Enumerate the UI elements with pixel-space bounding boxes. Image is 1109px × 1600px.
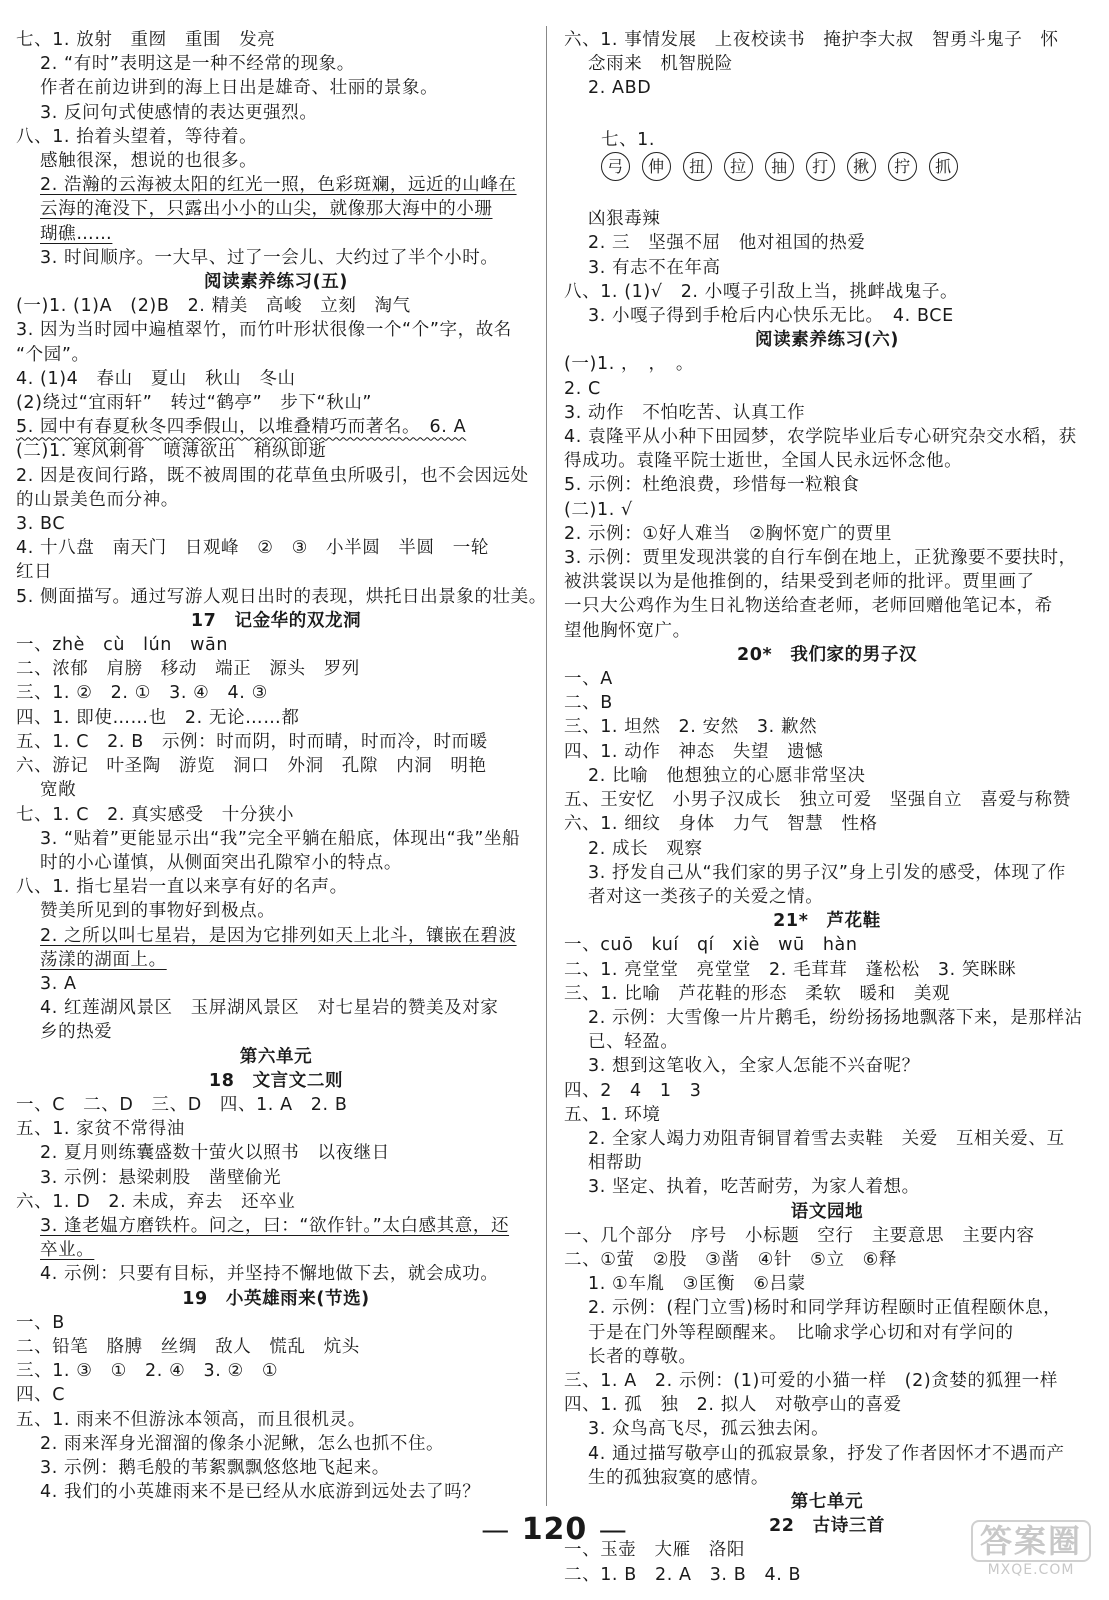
- answer-line: 4. 我们的小英雄雨来不是已经从水底游到远处去了吗？: [40, 1482, 481, 1503]
- answer-line: 时的小心谨慎，从侧面突出孔隙窄小的特点。: [40, 852, 402, 873]
- answer-line: 4. 示例：只要有目标，并坚持不懈地做下去，就会成功。: [40, 1264, 499, 1285]
- answer-line: 长者的尊敬。: [588, 1346, 697, 1367]
- answer-line: 二、1. 亮堂堂 亮堂堂 2. 毛茸茸 蓬松松 3. 笑眯眯: [564, 959, 1017, 980]
- answer-line: 4. 袁隆平从小种下田园梦，农学院毕业后专心研究杂交水稻，获: [564, 427, 1077, 448]
- answer-line: 六、1. 事情发展 上夜校读书 掩护李大叔 智勇斗鬼子 怀: [564, 30, 1059, 50]
- answer-line: 4. (1)4 春山 夏山 秋山 冬山: [16, 368, 296, 389]
- answer-line: 3. 有志不在年高: [588, 257, 721, 278]
- page-footer: [0, 1512, 1109, 1547]
- answer-line: 3. 时间顺序。一大早、过了一会儿、大约过了半个小时。: [40, 247, 499, 268]
- answer-line: (一)1. (1)A (2)B 2. 精美 高峻 立刻 淘气: [16, 296, 411, 317]
- answer-line: 4. 十八盘 南天门 日观峰 ② ③ 小半圆 半圆 一轮: [16, 538, 489, 559]
- answer-line: 3. 示例：鹅毛般的苇絮飘飘悠悠地飞起来。: [40, 1457, 390, 1478]
- answer-line: 3. BC: [16, 514, 66, 535]
- answer-line: 2. 雨来浑身光溜溜的像条小泥鳅，怎么也抓不住。: [40, 1433, 445, 1454]
- answer-line: 一、A: [564, 669, 613, 690]
- right-top-block: [564, 28, 1090, 101]
- circled-characters: [601, 157, 970, 177]
- answer-line: 卒业。: [40, 1240, 95, 1261]
- answer-line: 3. A: [40, 973, 77, 994]
- circled-character: 揪: [847, 152, 876, 181]
- answer-line: 2. ABD: [588, 78, 652, 99]
- answer-line: 5. 园中有春夏秋冬四季假山，以堆叠精巧而著名。 6. A: [16, 417, 467, 438]
- circled-character: 扭: [683, 152, 712, 181]
- column-divider: [546, 26, 547, 1506]
- answer-line: 的山景美色而分神。: [16, 489, 179, 510]
- answer-line: 被洪裳误以为是他推倒的，结果受到老师的批评。贾里画了: [564, 572, 1035, 593]
- answer-line: 一、B: [16, 1312, 65, 1333]
- answer-line: 1. ①车胤 ③匡衡 ⑥吕蒙: [588, 1274, 806, 1295]
- answer-line: 四、1. 孤 独 2. 拟人 对敬亭山的喜爱: [564, 1395, 902, 1416]
- page-number-dash-left: —: [481, 1513, 511, 1546]
- answer-line: 四、C: [16, 1385, 66, 1406]
- answer-line: 3. 示例：悬梁刺股 凿壁偷光: [40, 1167, 282, 1188]
- section-heading: 阅读素养练习(六): [755, 330, 899, 351]
- answer-line: 望他胸怀宽广。: [564, 620, 691, 641]
- answer-line: 瑚礁……: [40, 223, 113, 244]
- answer-line: 念雨来 机智脱险: [588, 54, 733, 75]
- right-column: [564, 28, 1090, 1587]
- answer-line: 感触很深，想说的也很多。: [40, 151, 258, 172]
- answer-line: 六、1. 细纹 身体 力气 智慧 性格: [564, 814, 878, 835]
- answer-line: 2. 比喻 他想独立的心愿非常坚决: [588, 765, 866, 786]
- answer-line: 一只大公鸡作为生日礼物送给查老师，老师回赠他笔记本，希: [564, 596, 1053, 617]
- circled-character: 打: [806, 152, 835, 181]
- answer-line: 八、1. (1)√ 2. 小嘎子引敌上当，挑衅战鬼子。: [564, 281, 959, 302]
- answer-line: 3. 坚定、执着，吃苦耐劳，为家人着想。: [588, 1177, 920, 1198]
- answer-line: 2. 浩瀚的云海被太阳的红光一照，色彩斑斓，远近的山峰在: [40, 175, 517, 196]
- answer-line: 2. 全家人竭力劝阻青铜冒着雪去卖鞋 关爱 互相关爱、互: [588, 1128, 1065, 1149]
- answer-line: 三、1. ② 2. ① 3. ④ 4. ③: [16, 683, 268, 704]
- section-heading: 第七单元: [790, 1491, 864, 1512]
- answer-line: 八、1. 指七星岩一直以来享有好的名声。: [16, 877, 348, 898]
- answer-line: 者对这一类孩子的关爱之情。: [588, 886, 824, 907]
- answer-line: 一、几个部分 序号 小标题 空行 主要意思 主要内容: [564, 1225, 1035, 1246]
- watermark-logo-text: 答案圈: [971, 1520, 1091, 1562]
- answer-line: 三、1. 比喻 芦花鞋的形态 柔软 暖和 美观: [564, 983, 951, 1004]
- answer-line: 2. C: [564, 378, 601, 399]
- circled-characters-row: [564, 104, 1090, 206]
- circled-character: 拧: [888, 152, 917, 181]
- answer-line: 3. 反问句式使感情的表达更强烈。: [40, 102, 318, 123]
- answer-line: 2. 之所以叫七星岩，是因为它排列如天上北斗，镶嵌在碧波: [40, 925, 517, 946]
- section-heading: 19 小英雄雨来(节选): [182, 1288, 370, 1309]
- answer-line: 五、1. 环境: [564, 1104, 661, 1125]
- answer-line: 八、1. 抬着头望着，等待着。: [16, 126, 258, 147]
- answer-line: 3. 逢老媪方磨铁杵。问之，曰：“欲作针。”太白感其意，还: [40, 1215, 510, 1236]
- answer-line: 乡的热爱: [40, 1022, 113, 1043]
- section-heading: 17 记金华的双龙洞: [190, 610, 362, 631]
- answer-line: 宽敞: [40, 780, 77, 801]
- circled-character: 弓: [601, 152, 630, 181]
- answer-line: 2. 三 坚强不屈 他对祖国的热爱: [588, 233, 866, 254]
- answer-line: 七、1. C 2. 真实感受 十分狭小: [16, 804, 295, 825]
- circled-character: 伸: [642, 152, 671, 181]
- answer-line: 作者在前边讲到的海上日出是雄奇、壮丽的景象。: [40, 78, 439, 99]
- answer-line: 四、2 4 1 3: [564, 1080, 702, 1101]
- right-answers: [564, 207, 1090, 1587]
- answer-line: 3. 众鸟高飞尽，孤云独去闲。: [588, 1419, 830, 1440]
- left-column: [16, 28, 547, 1504]
- section-heading: 语文园地: [790, 1201, 864, 1222]
- answer-line: 2. 夏月则练囊盛数十萤火以照书 以夜继日: [40, 1143, 390, 1164]
- answer-line: 一、C 二、D 三、D 四、1. A 2. B: [16, 1094, 348, 1115]
- answer-line: 生的孤独寂寞的感情。: [588, 1467, 769, 1488]
- circled-character: 拉: [724, 152, 753, 181]
- answer-line: 已、轻盈。: [588, 1032, 679, 1053]
- watermark-site-text: MXQE.COM: [987, 1562, 1075, 1578]
- answer-line: 六、游记 叶圣陶 游览 洞口 外洞 孔隙 内洞 明艳: [16, 756, 487, 777]
- section-heading: 阅读素养练习(五): [204, 272, 348, 293]
- answer-line: “个园”。: [16, 344, 90, 365]
- answer-line: 三、1. 坦然 2. 安然 3. 歉然: [564, 717, 818, 738]
- answer-line: 荡漾的湖面上。: [40, 949, 167, 970]
- answer-line: 红日: [16, 562, 53, 583]
- answer-line: 一、cuō kuí qí xiè wū hàn: [564, 935, 858, 956]
- answer-line: 4. 红莲湖风景区 玉屏湖风景区 对七星岩的赞美及对家: [40, 998, 499, 1019]
- answer-line: 云海的淹没下，只露出小小的山尖，就像那大海中的小珊: [40, 199, 493, 220]
- answer-line: 五、1. 家贫不常得油: [16, 1119, 185, 1140]
- answer-line: (二)1. √: [564, 499, 633, 520]
- answer-line: 一、玉壶 大雁 洛阳: [564, 1540, 745, 1561]
- answer-line: 五、王安忆 小男子汉成长 独立可爱 坚强自立 喜爱与称赞: [564, 790, 1071, 811]
- page-number: 120: [521, 1512, 588, 1547]
- answer-line: 五、1. 雨来不但游泳本领高，而且很机灵。: [16, 1409, 366, 1430]
- answer-line: (二)1. 寒风刺骨 喷薄欲出 稍纵即逝: [16, 441, 327, 462]
- answer-line: 2. 因是夜间行路，既不被周围的花草鱼虫所吸引，也不会因远处: [16, 465, 529, 486]
- answer-line: 二、①萤 ②股 ③凿 ④针 ⑤立 ⑥释: [564, 1249, 898, 1270]
- section-heading: 22 古诗三首: [768, 1516, 886, 1537]
- answer-line: 3. 抒发自己从“我们家的男子汉”身上引发的感受，体现了作: [588, 862, 1066, 883]
- answer-line: 得成功。袁隆平院士逝世，全国人民永远怀念他。: [564, 451, 963, 472]
- answer-line: 5. 示例：杜绝浪费，珍惜每一粒粮食: [564, 475, 860, 496]
- answer-line: 3. 示例：贾里发现洪裳的自行车倒在地上，正犹豫要不要扶时，: [564, 548, 1077, 569]
- answer-line: 七、1. 放射 重囫 重围 发亮: [16, 30, 276, 50]
- answer-line: 六、1. D 2. 未成，弃去 还卒业: [16, 1191, 296, 1212]
- circled-character: 抽: [765, 152, 794, 181]
- answer-line: 二、1. B 2. A 3. B 4. B: [564, 1564, 802, 1585]
- answer-line: (2)绕过“宜雨轩” 转过“鹤亭” 步下“秋山”: [16, 393, 373, 414]
- section-heading: 20* 我们家的男子汉: [736, 644, 918, 665]
- answer-line: 2. 示例：①好人难当 ②胸怀宽广的贾里: [564, 523, 893, 544]
- answer-line: 凶狠毒辣: [588, 209, 661, 230]
- answer-line: 三、1. A 2. 示例：(1)可爱的小猫一样 (2)贪婪的狐狸一样: [564, 1370, 1058, 1391]
- answer-line: 五、1. C 2. B 示例：时而阴，时而晴，时而冷，时而暖: [16, 731, 488, 752]
- answer-line: 2. 成长 观察: [588, 838, 703, 859]
- answer-line: 四、1. 动作 神态 失望 遗憾: [564, 741, 824, 762]
- answer-line: 3. 因为当时园中遍植翠竹，而竹叶形状很像一个“个”字，故名: [16, 320, 512, 341]
- circled-row-prefix: 七、1.: [600, 129, 656, 150]
- watermark-logo: [971, 1520, 1091, 1590]
- answer-line: 三、1. ③ ① 2. ④ 3. ② ①: [16, 1361, 279, 1382]
- answer-line: 3. 小嘎子得到手枪后内心快乐无比。 4. BCE: [588, 306, 954, 327]
- answer-line: 二、浓郁 肩膀 移动 端正 源头 罗列: [16, 659, 360, 680]
- answer-line: (一)1. ， ， 。: [564, 354, 695, 375]
- answer-line: 3. 想到这笔收入，全家人怎能不兴奋呢？: [588, 1056, 920, 1077]
- answer-line: 3. “贴着”更能显示出“我”完全平躺在船底，体现出“我”坐船: [40, 828, 521, 849]
- page-number-dash-right: —: [598, 1513, 628, 1546]
- circled-character: 抓: [929, 152, 958, 181]
- answer-line: 二、B: [564, 693, 613, 714]
- answer-line: 4. 通过描写敬亭山的孤寂景象，抒发了作者因怀才不遇而产: [588, 1443, 1065, 1464]
- answer-line: 四、1. 即使……也 2. 无论……都: [16, 707, 300, 728]
- answer-line: 2. 示例：(程门立雪)杨时和同学拜访程颐时正值程颐休息，: [588, 1298, 1062, 1319]
- answer-line: 一、zhè cù lún wān: [16, 635, 229, 656]
- answer-line: 2. 示例：大雪像一片片鹅毛，纷纷扬扬地飘落下来，是那样沾: [588, 1007, 1083, 1028]
- answer-line: 相帮助: [588, 1153, 643, 1174]
- section-heading: 21* 芦花鞋: [773, 911, 881, 932]
- answer-line: 二、铅笔 胳膊 丝绸 敌人 慌乱 炕头: [16, 1336, 360, 1357]
- answer-line: 赞美所见到的事物好到极点。: [40, 901, 276, 922]
- answer-line: 5. 侧面描写。通过写游人观日出时的表现，烘托日出景象的壮美。: [16, 586, 547, 607]
- section-heading: 第六单元: [239, 1046, 313, 1067]
- answer-line: 3. 动作 不怕吃苦、认真工作: [564, 402, 806, 423]
- answer-line: 于是在门外等程颐醒来。 比喻求学心切和对有学问的: [588, 1322, 1014, 1343]
- section-heading: 18 文言文二则: [208, 1070, 344, 1091]
- answer-line: 2. “有时”表明这是一种不经常的现象。: [40, 54, 355, 75]
